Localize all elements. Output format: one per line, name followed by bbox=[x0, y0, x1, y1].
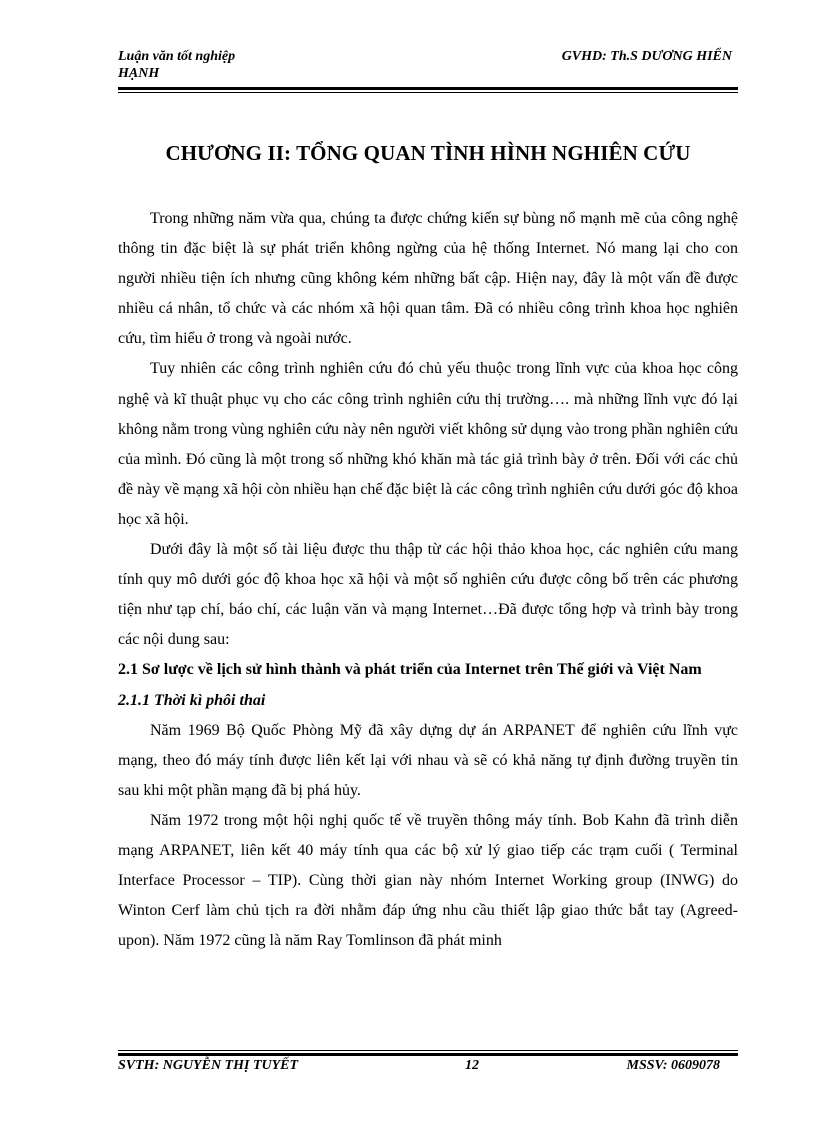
paragraph: Dưới đây là một số tài liệu được thu thập từ các hội thảo khoa học, các nghiên cứu mang tính quy mô dưới góc độ khoa học xã hội và một số nghiên cứu được công bố trên các phương tiện như tạp chí, báo chí, các luận văn và mạng Internet…Đã được tổng hợp và trình bày trong các nội dung sau: bbox=[118, 541, 738, 649]
header-rule-thick bbox=[118, 87, 738, 90]
footer-rule-thin bbox=[118, 1050, 738, 1051]
footer-student: SVTH: NGUYỄN THỊ TUYẾT bbox=[118, 1058, 299, 1073]
page-header bbox=[118, 48, 738, 88]
footer-student-id: MSSV: 0609078 bbox=[626, 1058, 720, 1073]
subsection-heading: 2.1.1 Thời kì phôi thai bbox=[118, 691, 266, 709]
body-text bbox=[118, 204, 738, 956]
header-advisor: GVHD: Th.S DƯƠNG HIỂN bbox=[561, 49, 732, 64]
header-left bbox=[118, 48, 418, 82]
header-thesis-label-cont: HẠNH bbox=[118, 66, 160, 81]
paragraph: Trong những năm vừa qua, chúng ta được chứng kiến sự bùng nổ mạnh mẽ của công nghệ thông tin đặc biệt là sự phát triển không ngừng của hệ thống Internet. Nó mang lại cho con người nhiều tiện ích nhưng cũng không kém những bất cập. Hiện nay, đây là một vấn đề được nhiều cá nhân, tổ chức và các nhóm xã hội quan tâm. Đã có nhiều công trình khoa học nghiên cứu, tìm hiểu ở trong và ngoài nước. bbox=[118, 210, 738, 348]
paragraph: Năm 1969 Bộ Quốc Phòng Mỹ đã xây dựng dự án ARPANET để nghiên cứu lĩnh vực mạng, theo đó máy tính được liên kết lại với nhau và sẽ có khả năng tự định đường truyền tin sau khi một phần mạng đã bị phá hủy. bbox=[118, 721, 738, 799]
paragraph: Năm 1972 trong một hội nghị quốc tế về truyền thông máy tính. Bob Kahn đã trình diễn mạng ARPANET, liên kết 40 máy tính qua các bộ xử lý giao tiếp các trạm cuối ( Terminal Interface Processor – TIP). Cùng thời gian này nhóm Internet Working group (INWG) do Winton Cerf làm chủ tịch ra đời nhằm đáp ứng nhu cầu thiết lập giao thức bắt tay (Agreed- upon). Năm 1972 cũng là năm Ray Tomlinson đã phát minh bbox=[118, 811, 738, 950]
header-rule-thin bbox=[118, 92, 738, 93]
footer-rule-thick bbox=[118, 1053, 738, 1056]
header-thesis-label: Luận văn tốt nghiệp bbox=[118, 49, 236, 64]
page-footer bbox=[118, 1058, 738, 1078]
paragraph: Tuy nhiên các công trình nghiên cứu đó chủ yếu thuộc trong lĩnh vực của khoa học công nghệ và kĩ thuật phục vụ cho các công trình nghiên cứu thị trường…. mà những lĩnh vực đó lại không nằm trong vùng nghiên cứu này nên người viết không sử dụng vào trong phần nghiên cứu của mình. Đó cũng là một trong số những khó khăn mà tác giả trình bày ở trên. Đối với các chủ đề này về mạng xã hội còn nhiều hạn chế đặc biệt là các công trình nghiên cứu dưới góc độ khoa học xã hội. bbox=[118, 360, 738, 528]
section-heading: 2.1 Sơ lược về lịch sử hình thành và phát triển của Internet trên Thế giới và Việt Nam bbox=[118, 661, 702, 679]
page-number: 12 bbox=[465, 1058, 479, 1073]
chapter-title: CHƯƠNG II: TỔNG QUAN TÌNH HÌNH NGHIÊN CỨU bbox=[165, 141, 691, 165]
